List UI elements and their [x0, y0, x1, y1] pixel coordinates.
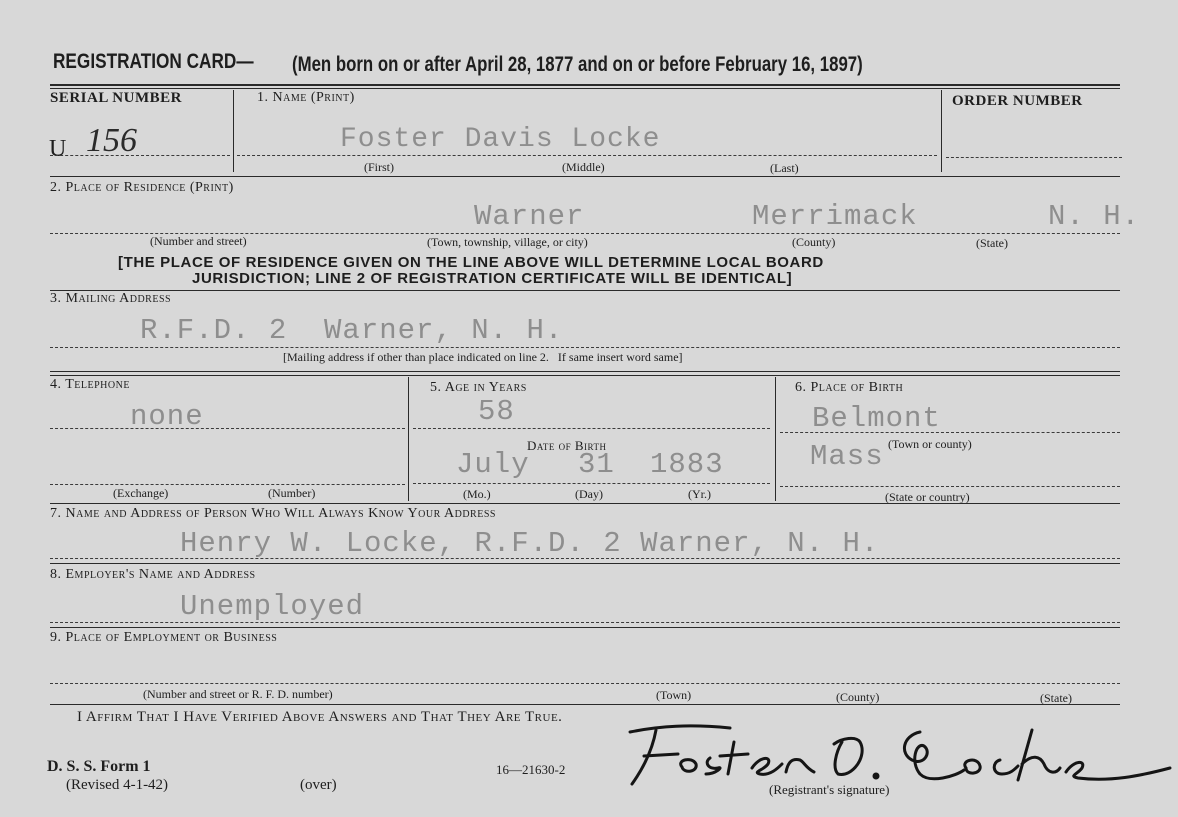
age-value: 58 — [478, 395, 515, 428]
employment-caption-county: (County) — [836, 690, 880, 704]
serial-prefix: U — [49, 136, 67, 162]
age-line — [413, 428, 770, 429]
row8-bottom — [50, 627, 1120, 628]
row3-bottom — [50, 371, 1120, 372]
residence-notice-1: [THE PLACE OF RESIDENCE GIVEN ON THE LINE ABOVE WILL DETERMINE LOCAL BOARD — [118, 254, 824, 271]
last-caption: (Last) — [770, 161, 799, 175]
birthplace-state-line — [780, 486, 1120, 487]
employment-place-line — [50, 683, 1120, 684]
telephone-value: none — [130, 400, 204, 433]
birthplace-label: 6. Place of Birth — [795, 380, 904, 395]
row9-bottom — [50, 704, 1120, 705]
day-caption: (Day) — [575, 487, 603, 501]
contact-value: Henry W. Locke, R.F.D. 2 Warner, N. H. — [180, 527, 880, 560]
residence-caption-town: (Town, township, village, or city) — [427, 235, 588, 249]
contact-label: 7. Name and Address of Person Who Will Always Know Your Address — [50, 506, 496, 521]
year-caption: (Yr.) — [688, 487, 711, 501]
age-birth-divider — [775, 377, 776, 501]
mailing-label: 3. Mailing Address — [50, 291, 172, 306]
order-divider — [941, 90, 942, 172]
residence-county: Merrimack — [752, 200, 918, 233]
residence-caption-street: (Number and street) — [150, 234, 247, 248]
over-text: (over) — [300, 777, 337, 793]
employer-label: 8. Employer's Name and Address — [50, 567, 256, 582]
header-rule — [50, 84, 1120, 86]
serial-number-label: SERIAL NUMBER — [50, 90, 182, 106]
dob-line — [413, 483, 770, 484]
dob-day: 31 — [578, 448, 615, 481]
employment-place-label: 9. Place of Employment or Business — [50, 630, 278, 645]
birthplace-state: Mass — [810, 440, 884, 473]
birthplace-town-caption: (Town or county) — [888, 437, 972, 451]
print-code: 16—21630-2 — [496, 762, 566, 777]
row1-bottom — [50, 176, 1120, 177]
name-value: Foster Davis Locke — [340, 124, 661, 155]
serial-line — [50, 155, 230, 156]
order-number-label: ORDER NUMBER — [952, 93, 1083, 109]
month-caption: (Mo.) — [463, 487, 491, 501]
tel-age-divider — [408, 377, 409, 501]
serial-value: 156 — [86, 122, 137, 159]
form-name: D. S. S. Form 1 — [47, 758, 151, 775]
middle-caption: (Middle) — [562, 160, 605, 174]
birthplace-line — [780, 432, 1120, 433]
age-label: 5. Age in Years — [430, 380, 527, 395]
residence-label: 2. Place of Residence (Print) — [50, 180, 234, 195]
employment-caption-street: (Number and street or R. F. D. number) — [143, 687, 333, 701]
dob-label: Date of Birth — [527, 438, 607, 453]
mailing-value: R.F.D. 2 Warner, N. H. — [140, 314, 564, 347]
form-revised: (Revised 4-1-42) — [66, 777, 169, 793]
card-subtitle: (Men born on or after April 28, 1877 and on or before February 16, 1897) — [292, 53, 863, 76]
card-title: REGISTRATION CARD— — [53, 50, 254, 73]
birthplace-town: Belmont — [812, 402, 941, 435]
telephone-line-1 — [50, 428, 405, 429]
registrant-signature — [620, 712, 1175, 792]
row3-bottom-2 — [50, 375, 1120, 376]
residence-notice-2: JURISDICTION; LINE 2 OF REGISTRATION CERTIFICATE WILL BE IDENTICAL] — [192, 270, 793, 287]
residence-caption-state: (State) — [976, 236, 1008, 250]
residence-town: Warner — [474, 200, 585, 233]
order-line — [946, 157, 1122, 158]
name-label: 1. Name (Print) — [257, 90, 355, 105]
header-rule-2 — [50, 88, 1120, 89]
telephone-label: 4. Telephone — [50, 377, 130, 392]
residence-caption-county: (County) — [792, 235, 836, 249]
serial-divider — [233, 90, 234, 172]
telephone-line-2 — [50, 484, 405, 485]
exchange-caption: (Exchange) — [113, 486, 169, 500]
row4-bottom — [50, 503, 1120, 504]
employer-value: Unemployed — [180, 590, 365, 623]
mailing-caption: [Mailing address if other than place indicated on line 2. If same insert word same] — [283, 350, 683, 364]
signature-caption: (Registrant's signature) — [769, 782, 890, 797]
first-caption: (First) — [364, 160, 394, 174]
mailing-line — [50, 347, 1120, 348]
birthplace-state-caption: (State or country) — [885, 490, 970, 504]
employment-caption-town: (Town) — [656, 688, 692, 702]
affirmation-text: I Affirm That I Have Verified Above Answers and That They Are True. — [77, 709, 563, 725]
row2-bottom — [50, 290, 1120, 291]
row7-bottom — [50, 563, 1120, 564]
dob-year: 1883 — [650, 448, 724, 481]
employer-line — [50, 622, 1120, 623]
name-line — [237, 155, 937, 156]
residence-state: N. H. — [1048, 200, 1141, 233]
number-caption: (Number) — [268, 486, 316, 500]
employment-caption-state: (State) — [1040, 691, 1072, 705]
dob-month: July — [456, 448, 530, 481]
contact-line — [50, 558, 1120, 559]
